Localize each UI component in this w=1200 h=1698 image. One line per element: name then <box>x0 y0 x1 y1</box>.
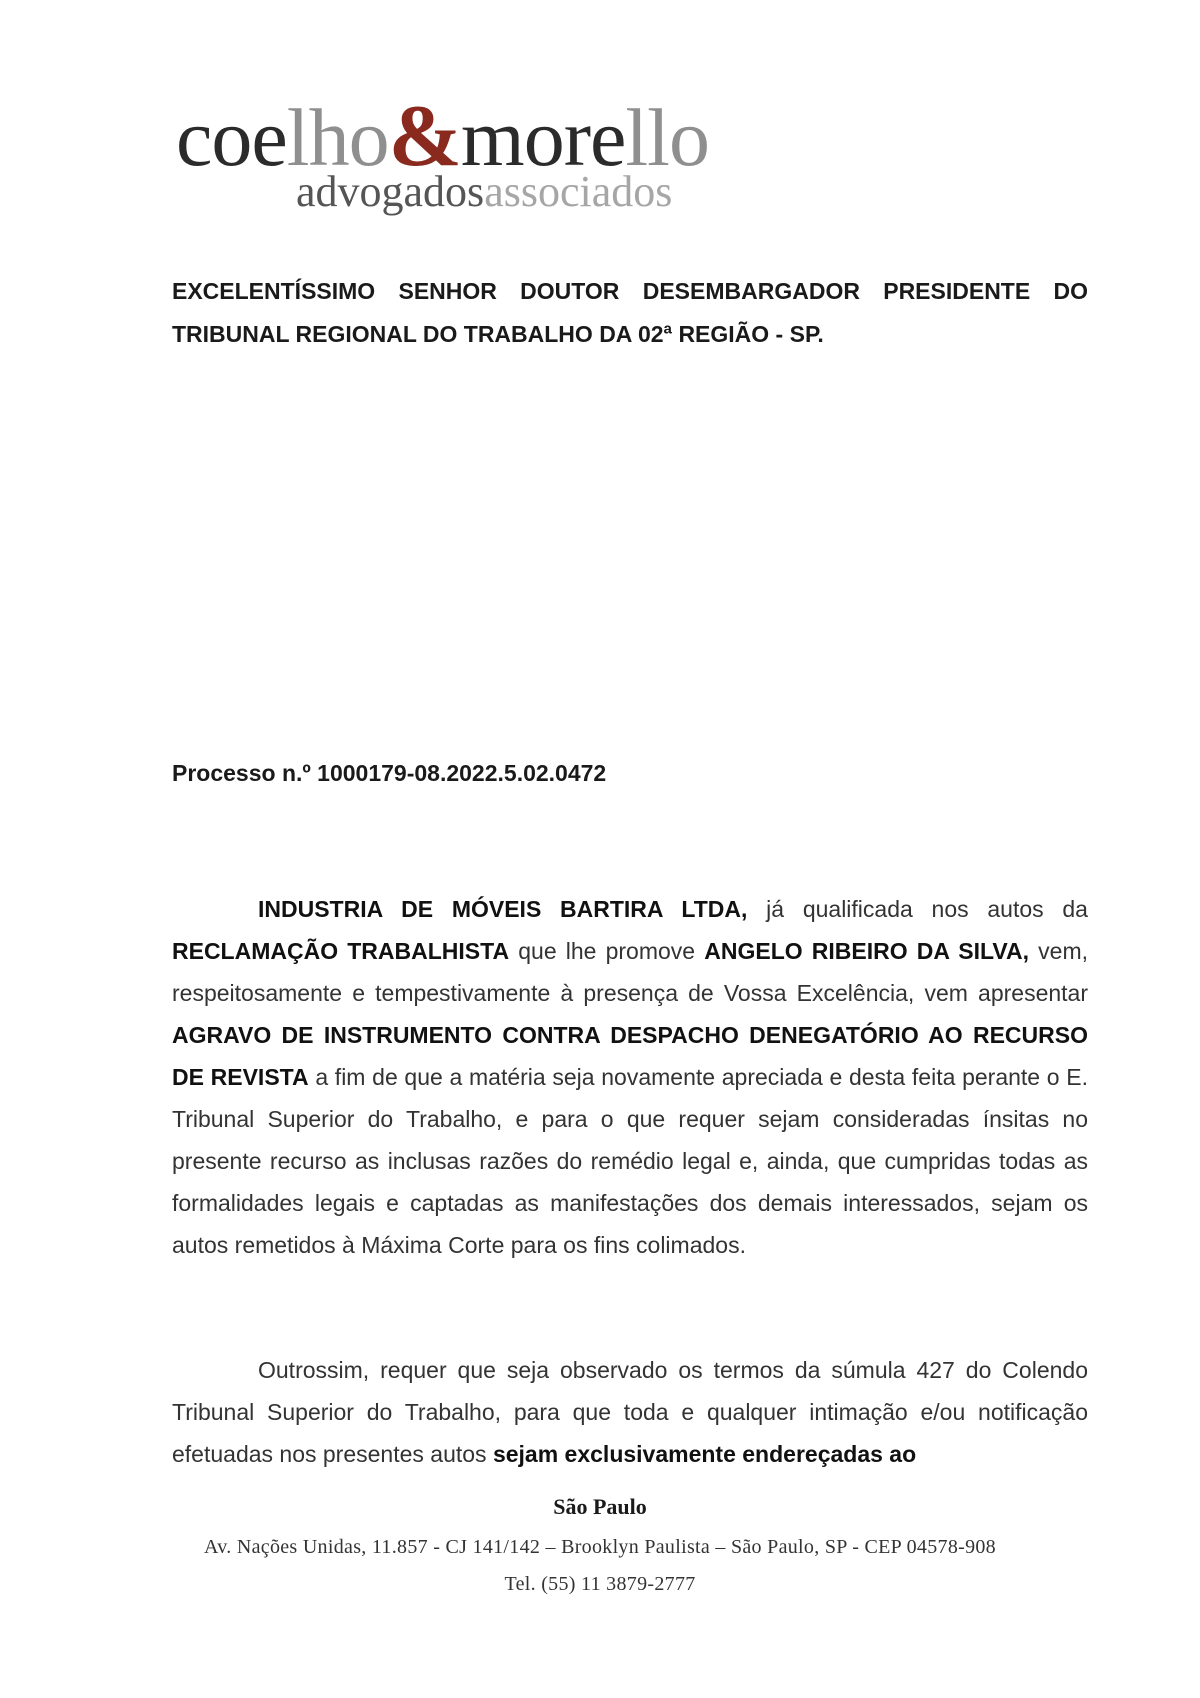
footer-phone: Tel. (55) 11 3879-2777 <box>504 1573 696 1595</box>
paragraph-text: que lhe promove <box>509 938 705 964</box>
logo-tagline <box>296 167 673 216</box>
document-addressee: EXCELENTÍSSIMO SENHOR DOUTOR DESEMBARGADOR PRESIDENTE DO TRIBUNAL REGIONAL DO TRABALHO DA 02ª REGIÃO - SP. <box>172 278 1088 347</box>
paragraph-text: Outrossim, requer que seja observado os termos da súmula 427 do Colendo Tribunal Superior do Trabalho, para que toda e qualquer intimação e/ou notificação efetuadas nos presentes autos <box>172 1357 1088 1467</box>
opponent-name: ANGELO RIBEIRO DA SILVA, <box>704 938 1030 964</box>
logo-ampersand: & <box>388 88 461 185</box>
logo-text-llo: llo <box>625 92 709 183</box>
paragraph-intro <box>172 888 1088 1266</box>
paragraph-text: a fim de que a matéria seja novamente apreciada e desta feita perante o E. Tribunal Superior do Trabalho, e para o que requer sejam consideradas ínsitas no presente recurso as inclusas razões do remédio legal e, ainda, que cumpridas todas as formalidades legais e captadas as manifestações dos demais interessados, sejam os autos remetidos à Máxima Corte para os fins colimados. <box>172 1064 1088 1258</box>
logo-text-associados: associados <box>484 167 673 216</box>
request-emphasis: sejam exclusivamente endereçadas ao <box>492 1441 917 1467</box>
appeal-type: AGRAVO DE INSTRUMENTO CONTRA DESPACHO DENEGATÓRIO AO RECURSO DE REVISTA <box>172 1022 1088 1090</box>
logo-text-lho: lho <box>286 92 389 183</box>
process-number: Processo n.º 1000179-08.2022.5.02.0472 <box>172 760 607 786</box>
logo-text-more: more <box>460 92 626 183</box>
paragraph-request <box>172 1349 1088 1475</box>
firm-logo <box>176 88 776 216</box>
party-name: INDUSTRIA DE MÓVEIS BARTIRA LTDA, <box>258 896 748 922</box>
logo-text-coe: coe <box>176 92 287 183</box>
footer-city: São Paulo <box>553 1494 647 1519</box>
footer-address: Av. Nações Unidas, 11.857 - CJ 141/142 – Brooklyn Paulista – São Paulo, SP - CEP 04578-908 <box>204 1536 996 1558</box>
paragraph-text: já qualificada nos autos da <box>747 896 1088 922</box>
paragraph-text: vem, respeitosamente e tempestivamente à presença de Vossa Excelência, vem apresentar <box>172 938 1089 1006</box>
logo-text-advogados: advogados <box>296 167 485 216</box>
action-type: RECLAMAÇÃO TRABALHISTA <box>172 938 510 964</box>
